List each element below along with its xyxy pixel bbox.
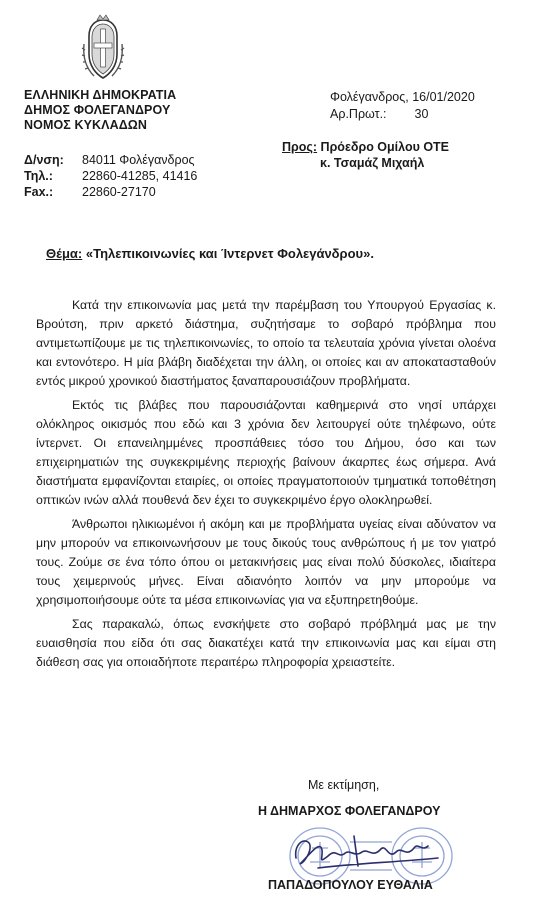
signatory-title: Η ΔΗΜΑΡΧΟΣ ΦΟΛΕΓΑΝΔΡΟΥ	[258, 804, 441, 818]
recipient-line-2: κ. Τσαμάζ Μιχαήλ	[320, 156, 425, 170]
body-paragraph: Άνθρωποι ηλικιωμένοι ή ακόμη και με προβλήματα υγείας είναι αδύνατον να μην μπορούν να επικοινωνήσουν με τους δικούς τους ανθρώπους ή με τον γιατρό τους. Ζούμε σε ένα τόπο όπου οι μετακινήσεις μας είναι πολύ δύσκολες, ιδιαίτερα τους χειμερινούς μήνες. Είναι αδιανόητο λοιπόν να μην μπορούμε να χρησιμοποιήσουμε ούτε τα μέσα επικοινωνίας για να εξυπηρετηθούμε.	[36, 517, 496, 607]
issuer-block	[24, 88, 176, 133]
document-date: Φολέγανδρος, 16/01/2020	[330, 90, 475, 104]
recipient-block	[282, 139, 449, 171]
protocol-label: Αρ.Πρωτ.:	[330, 107, 387, 121]
org-line-3: ΝΟΜΟΣ ΚΥΚΛΑΔΩΝ	[24, 118, 148, 132]
fax-value: 22860-27170	[82, 185, 156, 199]
closing-greeting: Με εκτίμηση,	[308, 778, 380, 792]
org-line-1: ΕΛΛΗΝΙΚΗ ΔΗΜΟΚΡΑΤΙΑ	[24, 88, 177, 102]
fax-label: Fax.:	[24, 185, 54, 199]
address-value: 84011 Φολέγανδρος	[82, 153, 195, 167]
recipient-line-1: Πρόεδρο Ομίλου ΟΤΕ	[320, 140, 450, 154]
letter-body	[36, 296, 496, 677]
address-label: Δ/νση:	[24, 153, 64, 167]
signatory-name: ΠΑΠΑΔΟΠΟΥΛΟΥ ΕΥΘΑΛΙΑ	[268, 878, 433, 892]
protocol-value: 30	[414, 107, 429, 121]
contact-block	[24, 152, 197, 200]
greek-coat-of-arms-icon	[80, 14, 126, 84]
phone-label: Τηλ.:	[24, 169, 53, 183]
body-paragraph: Εκτός τις βλάβες που παρουσιάζονται καθημερινά στο νησί υπάρχει ολόκληρος οικισμός που εδώ και 3 χρόνια δεν λειτουργεί ούτε τηλέφωνο, ούτε ίντερνετ. Οι επανειλημμένες προσπάθειες τόσο του Δήμου, όσο και των επιχειρηματιών της συγκεκριμένης περιοχής βαίνουν άκαρπες έως σήμερα. Ανά διαστήματα εμφανίζονται εταιρίες, οι οποίες πραγματοποιούν τμηματικά τοποθέτηση οπτικών ινών αλλά πουθενά δεν έχει το συγκεκριμένο έργο ολοκληρωθεί.	[36, 398, 496, 507]
handwritten-signature	[288, 828, 448, 873]
body-paragraph: Κατά την επικοινωνία μας μετά την παρέμβαση του Υπουργού Εργασίας κ. Βρούτση, πριν αρκετό διάστημα, συζητήσαμε το σοβαρό πρόβλημα που αντιμετωπίζουμε με τις τηλεπικοινωνίες, το οποίο τα τελευταία χρόνια γίνεται ολοένα και εντονότερο. Η μία βλάβη διαδέχεται την άλλη, οι οποίες και αν αποκατασταθούν εντός μικρού χρονικού διαστήματος ξαναπαρουσιάζουν προβλήματα.	[36, 298, 496, 388]
phone-row	[24, 168, 197, 184]
protocol-number	[330, 106, 428, 122]
phone-value: 22860-41285, 41416	[82, 169, 198, 183]
subject-text: «Τηλεπικοινωνίες και Ίντερνετ Φολεγάνδρου».	[85, 246, 374, 261]
body-paragraph: Σας παρακαλώ, όπως ενσκήψετε στο σοβαρό πρόβλημά μας με την ευαισθησία που είδα ότι σας διακατέχει κατά την επικοινωνία μας και είμαι στη διάθεση σας για οποιαδήποτε περαιτέρω πληροφορία χρειαστείτε.	[36, 617, 496, 669]
address-row	[24, 152, 197, 168]
subject-line	[46, 246, 374, 261]
fax-row	[24, 184, 197, 200]
recipient-label: Προς:	[282, 140, 318, 154]
subject-label: Θέμα:	[46, 246, 83, 261]
org-line-2: ΔΗΜΟΣ ΦΟΛΕΓΑΝΔΡΟΥ	[24, 103, 171, 117]
